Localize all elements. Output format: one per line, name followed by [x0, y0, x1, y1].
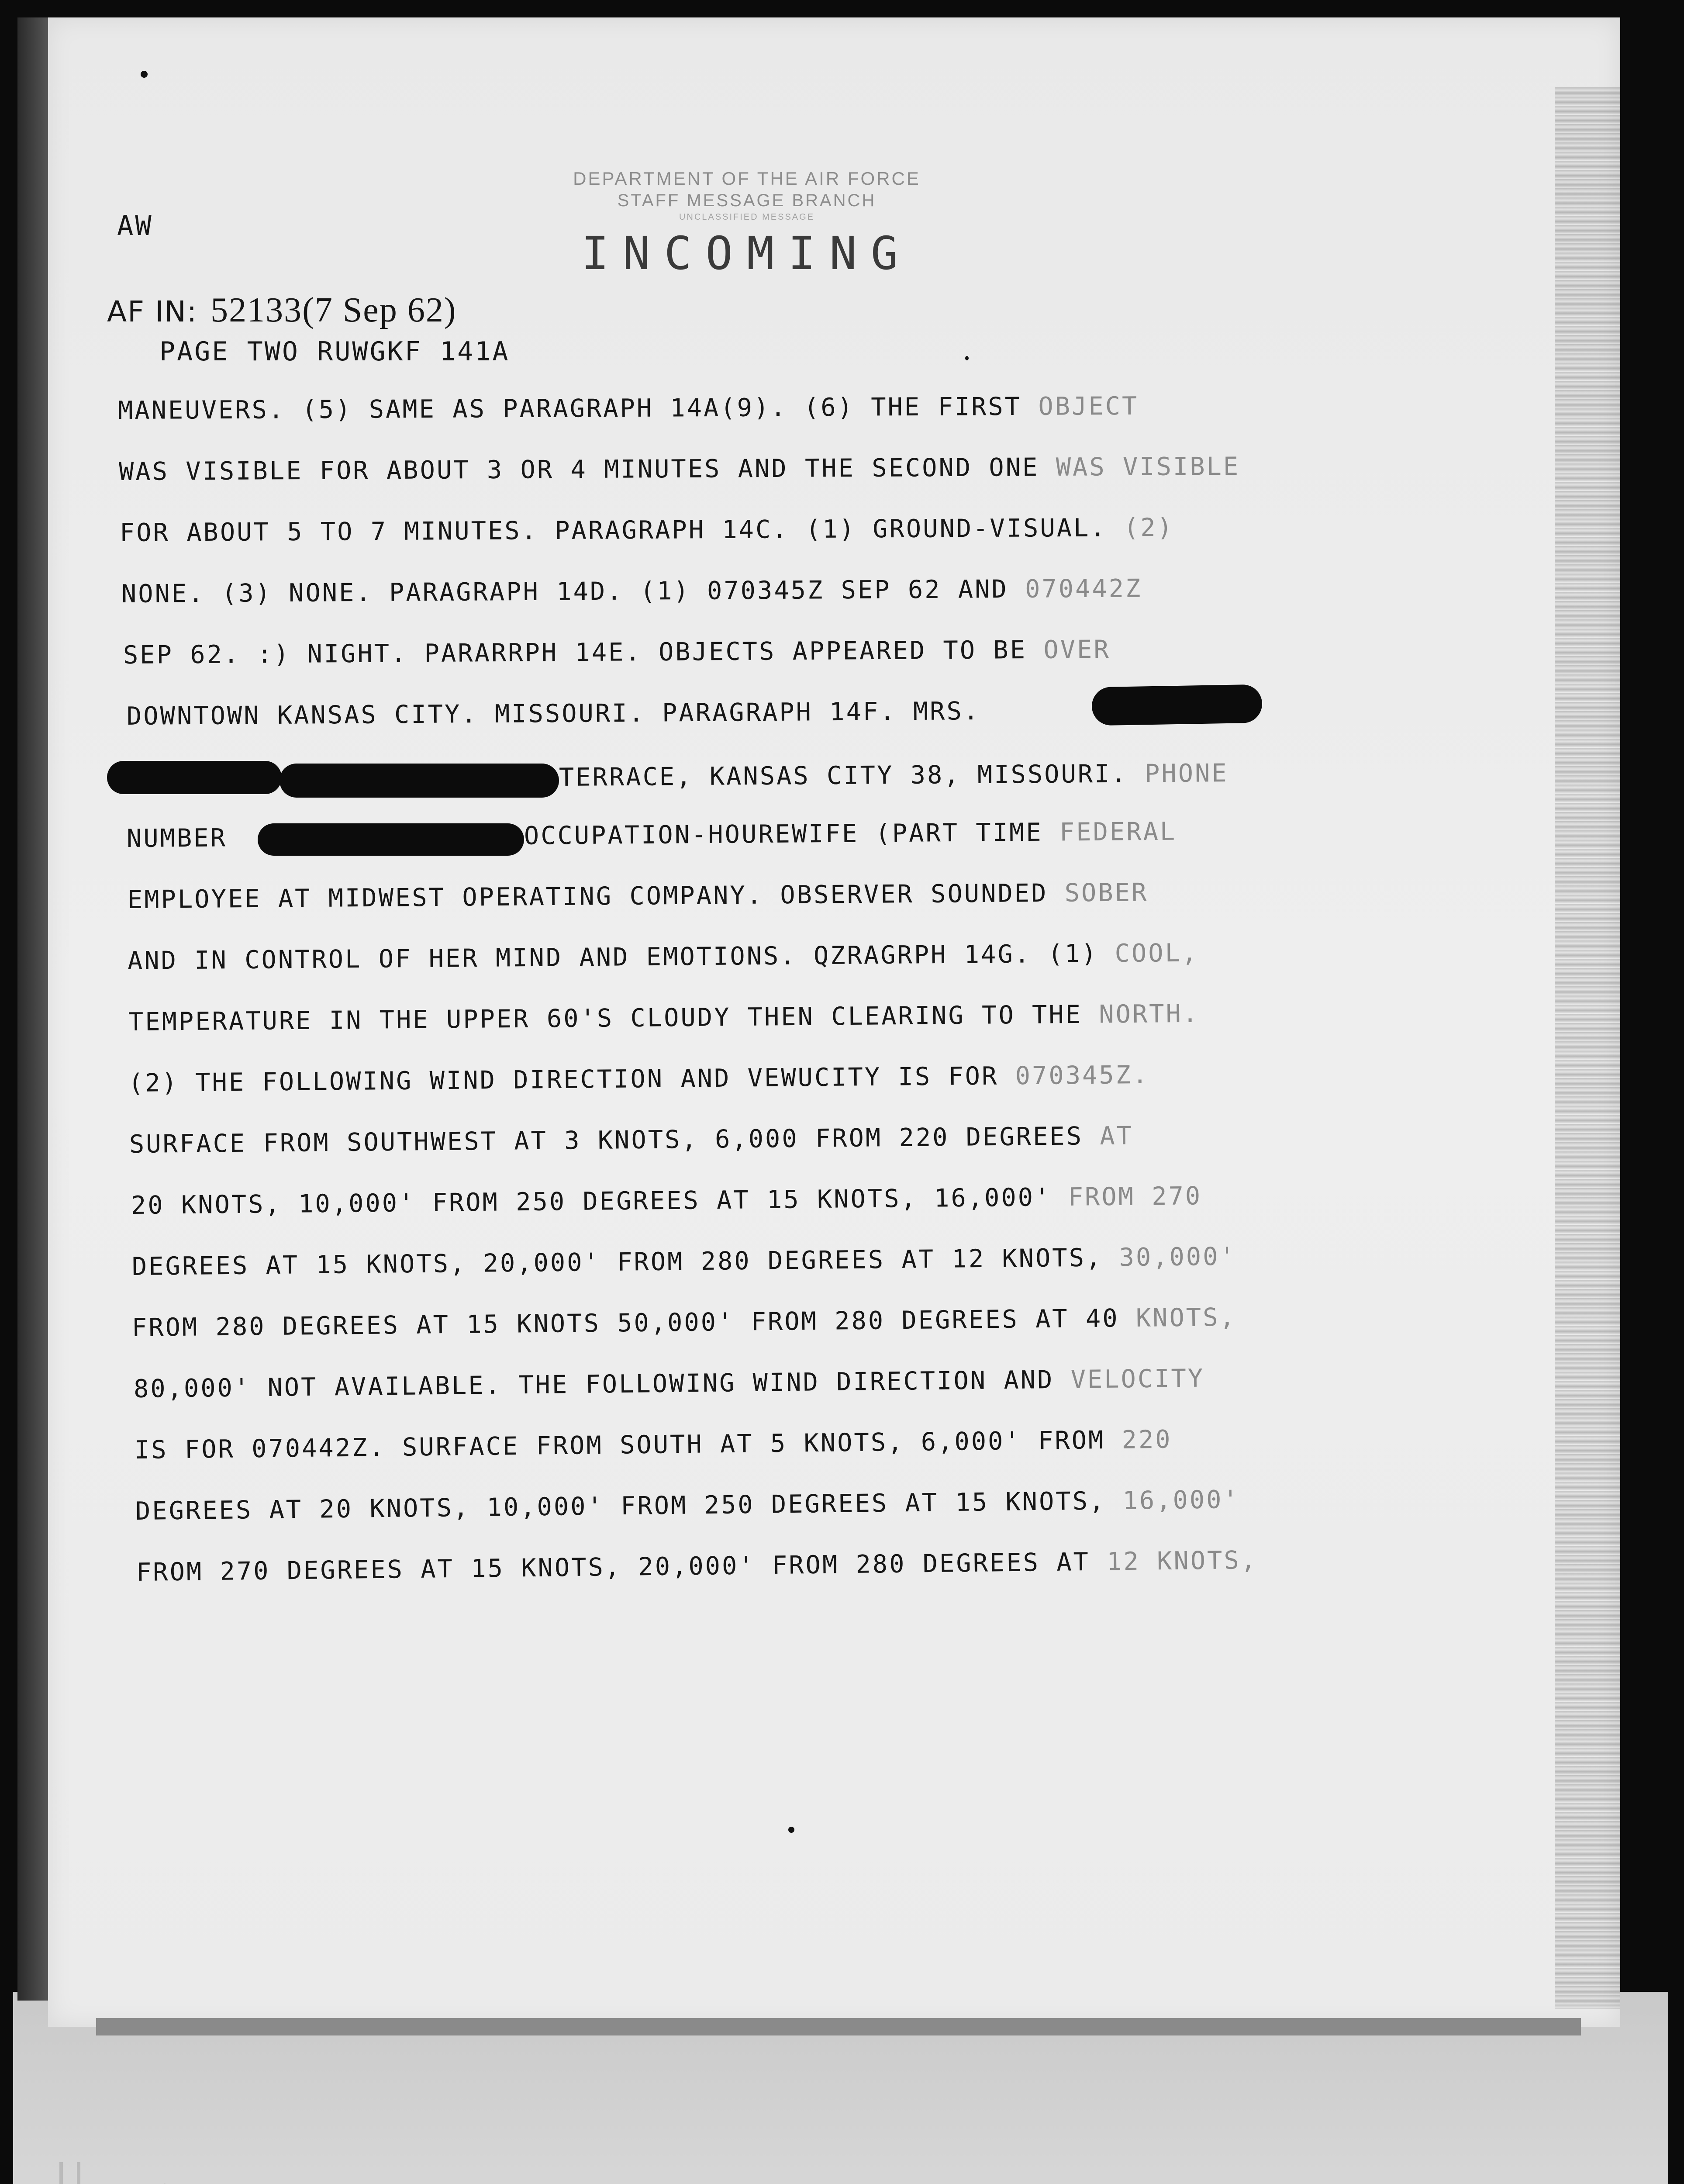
- body-line-faded-text: 220: [1122, 1425, 1172, 1455]
- body-line-text: FOR ABOUT 5 TO 7 MINUTES. PARAGRAPH 14C. (1) GROUND-VISUAL.: [119, 513, 1124, 547]
- body-line-text: DEGREES AT 15 KNOTS, 20,000' FROM 280 DEGREES AT 12 KNOTS,: [131, 1243, 1119, 1281]
- body-line: [127, 696, 980, 732]
- body-line-text: 20 KNOTS, 10,000' FROM 250 DEGREES AT 15 KNOTS, 16,000': [131, 1182, 1068, 1220]
- paper-left-edge: [17, 17, 48, 2001]
- body-line-faded-text: FROM 270: [1068, 1182, 1202, 1212]
- body-line: [121, 573, 1142, 609]
- body-line-faded-text: 070442Z: [1025, 574, 1142, 604]
- body-line: [123, 634, 1111, 670]
- paper-right-edge-speckle: [1555, 87, 1620, 2009]
- body-line: [120, 512, 1174, 548]
- body-line-faded-text: FEDERAL: [1059, 817, 1177, 847]
- page-line: PAGE TWO RUWGKF 141A: [159, 336, 510, 367]
- paper-bottom-shadow: [96, 2018, 1581, 2035]
- body-line-faded-text: (2): [1123, 513, 1174, 543]
- body-line-text: SURFACE FROM SOUTHWEST AT 3 KNOTS, 6,000 FROM 220 DEGREES: [129, 1121, 1100, 1159]
- body-line-text: DOWNTOWN KANSAS CITY. MISSOURI. PARAGRAPH 14F. MRS.: [126, 697, 980, 731]
- body-line-faded-text: 070345Z.: [1015, 1060, 1149, 1091]
- body-line: [559, 758, 1228, 793]
- redaction-bar: [280, 764, 559, 798]
- body-line-text: FROM 280 DEGREES AT 15 KNOTS 50,000' FROM 280 DEGREES AT 40: [131, 1303, 1136, 1342]
- body-line-text: TERRACE, KANSAS CITY 38, MISSOURI.: [559, 759, 1145, 792]
- body-line-text: NUMBER: [126, 823, 228, 853]
- body-line-text: OCCUPATION-HOUREWIFE (PART TIME: [524, 818, 1060, 850]
- body-line-faded-text: OBJECT: [1038, 391, 1139, 421]
- stamp-department: DEPARTMENT OF THE AIR FORCE: [573, 168, 921, 189]
- ink-speck: [788, 1827, 794, 1833]
- stamp-branch: STAFF MESSAGE BRANCH: [617, 191, 877, 210]
- header-stamp: [550, 168, 943, 280]
- body-line-faded-text: COOL,: [1115, 938, 1199, 968]
- body-line: [118, 391, 1139, 426]
- body-line-text: AND IN CONTROL OF HER MIND AND EMOTIONS. QZRAGRPH 14G. (1): [127, 939, 1115, 975]
- body-line-faded-text: WAS VISIBLE: [1056, 452, 1240, 482]
- ink-speck: [141, 71, 148, 78]
- af-in-line: [107, 290, 456, 330]
- handwritten-mark: [35, 2153, 192, 2184]
- redaction-bar: [258, 823, 524, 856]
- body-line-text: WAS VISIBLE FOR ABOUT 3 OR 4 MINUTES AND THE SECOND ONE: [118, 453, 1056, 486]
- body-line-faded-text: NORTH.: [1099, 999, 1200, 1029]
- body-line-text: EMPLOYEE AT MIDWEST OPERATING COMPANY. OBSERVER SOUNDED: [127, 878, 1065, 914]
- body-line-text: SEP 62. :) NIGHT. PARARRPH 14E. OBJECTS APPEARED TO BE: [123, 635, 1044, 670]
- af-in-label: AF IN:: [107, 295, 198, 328]
- body-line-faded-text: AT: [1100, 1121, 1134, 1151]
- redaction-bar: [1091, 684, 1262, 726]
- body-line: [119, 451, 1240, 487]
- body-line-text: (2) THE FOLLOWING WIND DIRECTION AND VEWUCITY IS FOR: [128, 1061, 1015, 1098]
- ink-speck: [965, 356, 969, 360]
- redaction-bar: [107, 761, 282, 794]
- body-line-faded-text: PHONE: [1144, 759, 1228, 788]
- af-in-number: 52133(7 Sep 62): [210, 291, 457, 329]
- body-line-text: 80,000' NOT AVAILABLE. THE FOLLOWING WIND DIRECTION AND: [133, 1365, 1071, 1403]
- body-line-faded-text: 16,000': [1122, 1485, 1240, 1515]
- body-line-text: TEMPERATURE IN THE UPPER 60'S CLOUDY THEN CLEARING TO THE: [128, 1000, 1099, 1037]
- body-line-faded-text: 30,000': [1119, 1242, 1237, 1272]
- body-line-text: IS FOR 070442Z. SURFACE FROM SOUTH AT 5 KNOTS, 6,000' FROM: [134, 1425, 1122, 1465]
- body-line-faded-text: OVER: [1043, 635, 1111, 664]
- body-line-text: FROM 270 DEGREES AT 15 KNOTS, 20,000' FROM 280 DEGREES AT: [136, 1547, 1107, 1587]
- stamp-classification: UNCLASSIFIED MESSAGE: [679, 212, 815, 222]
- body-line-text: DEGREES AT 20 KNOTS, 10,000' FROM 250 DEGREES AT 15 KNOTS,: [135, 1486, 1123, 1526]
- routing-code: AW: [117, 210, 153, 242]
- body-line-text: MANEUVERS. (5) SAME AS PARAGRAPH 14A(9). (6) THE FIRST: [117, 392, 1039, 425]
- stamp-title: INCOMING: [581, 227, 912, 280]
- body-line-text: NONE. (3) NONE. PARAGRAPH 14D. (1) 070345Z SEP 62 AND: [121, 574, 1025, 608]
- body-line-faded-text: VELOCITY: [1070, 1364, 1205, 1394]
- body-line-faded-text: 12 KNOTS,: [1106, 1545, 1258, 1576]
- body-line-faded-text: KNOTS,: [1135, 1303, 1237, 1333]
- body-line-faded-text: SOBER: [1064, 878, 1149, 908]
